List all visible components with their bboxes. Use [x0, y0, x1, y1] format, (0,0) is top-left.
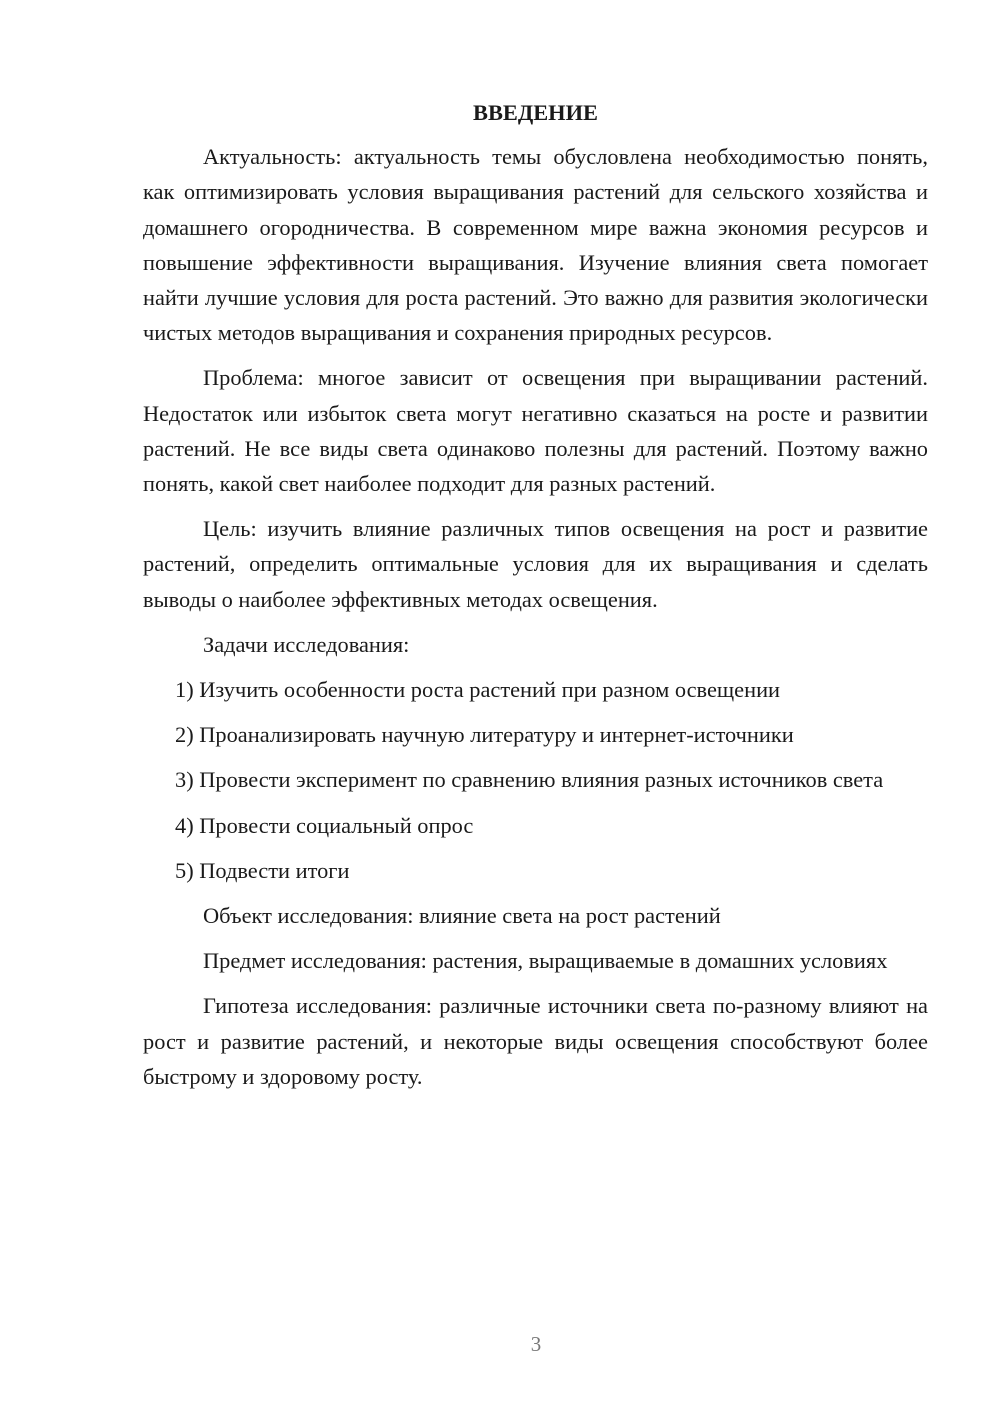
- task-item-5: 5) Подвести итоги: [175, 857, 350, 883]
- goal-paragraph: Цель: изучить влияние различных типов освещения на рост и развитие растений, определить оптимальные условия для их выращивания и сделать выводы о наиболее эффективных методах освещения.: [143, 516, 928, 612]
- page-number: 3: [530, 1332, 542, 1356]
- problem-paragraph: Проблема: многое зависит от освещения при выращивании растений. Недостаток или избыток света могут негативно сказаться на росте и развитии растений. Не все виды света одинаково полезны для растений. Поэтому важно понять, какой свет наиболее подходит для разных растений.: [143, 365, 928, 497]
- subject-paragraph: Предмет исследования: растения, выращиваемые в домашних условиях: [203, 948, 888, 974]
- page-content: [143, 95, 928, 1104]
- relevance-paragraph: Актуальность: актуальность темы обусловлена необходимостью понять, как оптимизировать условия выращивания растений для сельского хозяйства и домашнего огородничества. В современном мире важна экономия ресурсов и повышение эффективности выращивания. Изучение влияния света помогает найти лучшие условия для роста растений. Это важно для развития экологически чистых методов выращивания и сохранения природных ресурсов.: [143, 144, 928, 346]
- hypothesis-paragraph: Гипотеза исследования: различные источники света по-разному влияют на рост и развитие растений, и некоторые виды освещения способствуют более быстрому и здоровому росту.: [143, 993, 928, 1089]
- page-heading: ВВЕДЕНИЕ: [473, 100, 598, 125]
- task-item-2: 2) Проанализировать научную литературу и интернет-источники: [175, 722, 794, 748]
- task-item-4: 4) Провести социальный опрос: [175, 812, 474, 838]
- tasks-title: Задачи исследования:: [203, 631, 410, 657]
- task-item-3: 3) Провести эксперимент по сравнению влияния разных источников света: [175, 767, 884, 793]
- task-item-1: 1) Изучить особенности роста растений при разном освещении: [175, 677, 781, 703]
- object-paragraph: Объект исследования: влияние света на рост растений: [203, 903, 721, 929]
